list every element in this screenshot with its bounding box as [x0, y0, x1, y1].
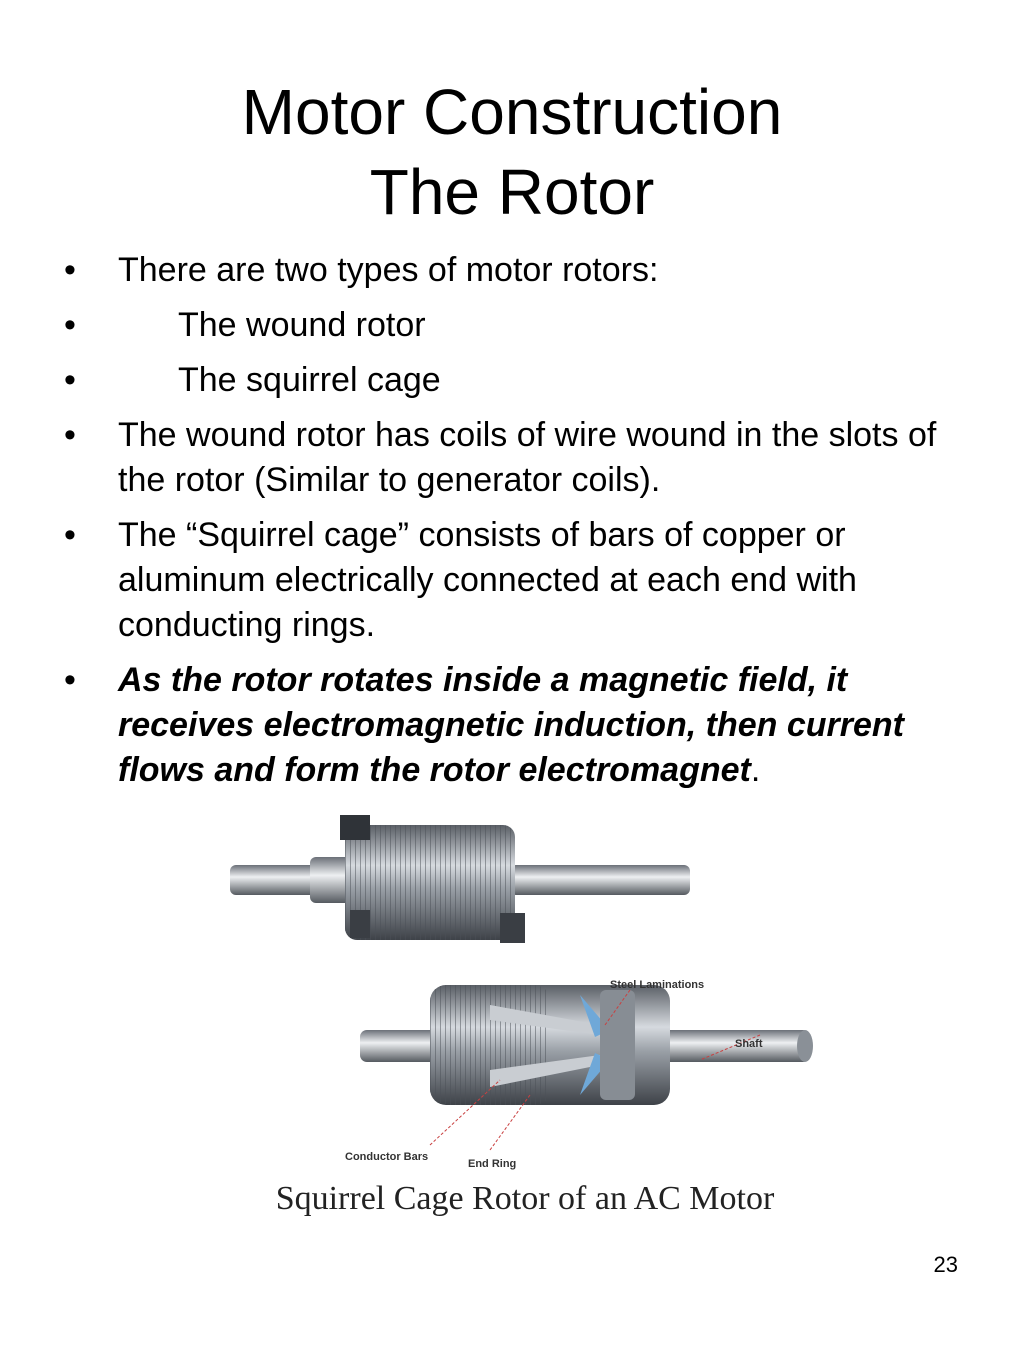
title-line-1: Motor Construction — [241, 76, 783, 148]
title-line-2: The Rotor — [369, 156, 655, 228]
rotor-illustration — [200, 805, 850, 1185]
figure-caption: Squirrel Cage Rotor of an AC Motor — [275, 1180, 775, 1217]
bullet-text: The “Squirrel cage” consists of bars of copper or aluminum electrically connected at each end with conducting rings. — [118, 516, 857, 644]
rotor-figure — [200, 805, 850, 1225]
bullet-marker: • — [64, 361, 76, 399]
bullet-marker: • — [64, 251, 76, 289]
bullet-text: The squirrel cage — [178, 361, 441, 399]
bullet-text: There are two types of motor rotors: — [118, 251, 659, 289]
bullet-item — [64, 513, 964, 648]
bullet-marker: • — [64, 661, 76, 699]
bullet-item — [64, 358, 964, 403]
bullet-list — [64, 248, 964, 803]
label-end-ring: End Ring — [468, 1158, 517, 1170]
bullet-text: The wound rotor has coils of wire wound in the slots of the rotor (Similar to generator coils). — [118, 416, 937, 499]
bullet-marker: • — [64, 516, 76, 554]
slide-title — [0, 72, 1024, 232]
wound-rotor-drawing — [230, 815, 690, 943]
page-number: 23 — [933, 1252, 958, 1277]
label-shaft: Shaft — [735, 1038, 763, 1050]
bullet-item — [64, 248, 964, 293]
bullet-text-emphasis: As the rotor rotates inside a magnetic field, it receives electromagnetic induction, then current flows and form the rotor electromagnet — [118, 661, 905, 789]
bullet-item — [64, 658, 964, 793]
label-conductor-bars: Conductor Bars — [345, 1151, 429, 1163]
bullet-marker: • — [64, 306, 76, 344]
bullet-marker: • — [64, 416, 76, 454]
label-steel-laminations: Steel Laminations — [610, 979, 705, 991]
bullet-trailing-period: . — [750, 751, 761, 789]
bullet-item — [64, 303, 964, 348]
bullet-text: The wound rotor — [178, 306, 426, 344]
bullet-item — [64, 413, 964, 503]
